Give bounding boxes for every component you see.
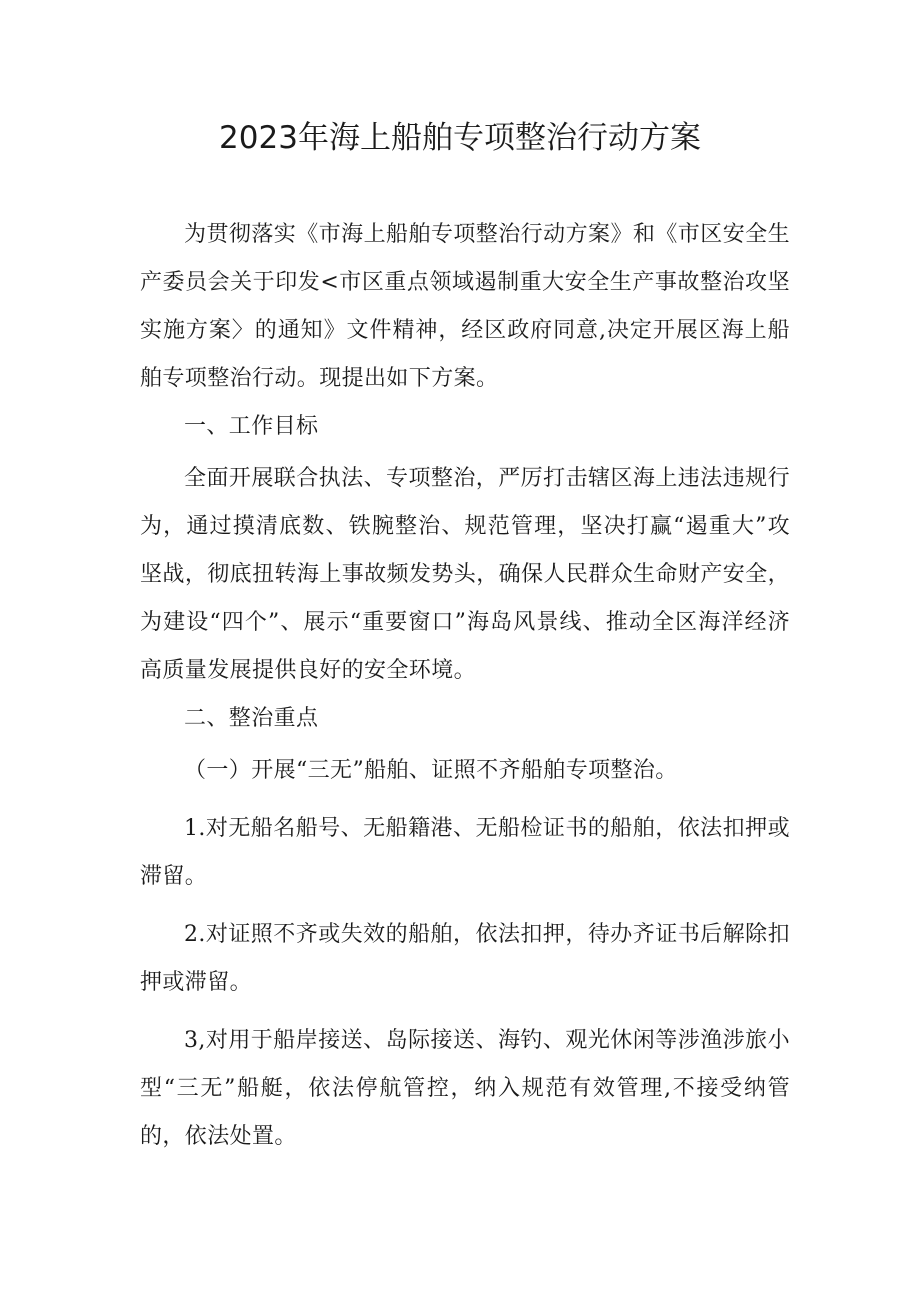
- item-2-paragraph: 2.对证照不齐或失效的船舶，依法扣押，待办齐证书后解除扣押或滞留。: [140, 922, 790, 995]
- goals-paragraph: 全面开展联合执法、专项整治，严厉打击辖区海上违法违规行为，通过摸清底数、铁腕整治、规范管理，坚决打赢“遏重大”攻坚战，彻底扭转海上事故频发势头，确保人民群众生命财产安全，为建设“四个”、展示“重要窗口”海岛风景线、推动全区海洋经济高质量发展提供良好的安全环境。: [140, 466, 790, 683]
- intro-paragraph: 为贯彻落实《市海上船舶专项整治行动方案》和《市区安全生产委员会关于印发<市区重点领域遏制重大安全生产事故整治攻坚实施方案〉的通知》文件精神，经区政府同意,决定开展区海上船舶专项整治行动。现提出如下方案。: [140, 222, 790, 391]
- section-heading-focus: 二、整治重点: [184, 706, 319, 731]
- item-1-paragraph: 1.对无船名船号、无船籍港、无船检证书的船舶，依法扣押或滞留。: [140, 816, 790, 889]
- section-heading-goals: 一、工作目标: [184, 414, 319, 439]
- document-title: 2023年海上船舶专项整治行动方案: [219, 120, 701, 156]
- document-body: [140, 211, 790, 1161]
- item-3-paragraph: 3,对用于船岸接送、岛际接送、海钓、观光休闲等涉渔涉旅小型“三无”船艇，依法停航管控，纳入规范有效管理,不接受纳管的，依法处置。: [140, 1028, 790, 1149]
- subsection-heading-1: （一）开展“三无”船舶、证照不齐船舶专项整治。: [184, 758, 678, 783]
